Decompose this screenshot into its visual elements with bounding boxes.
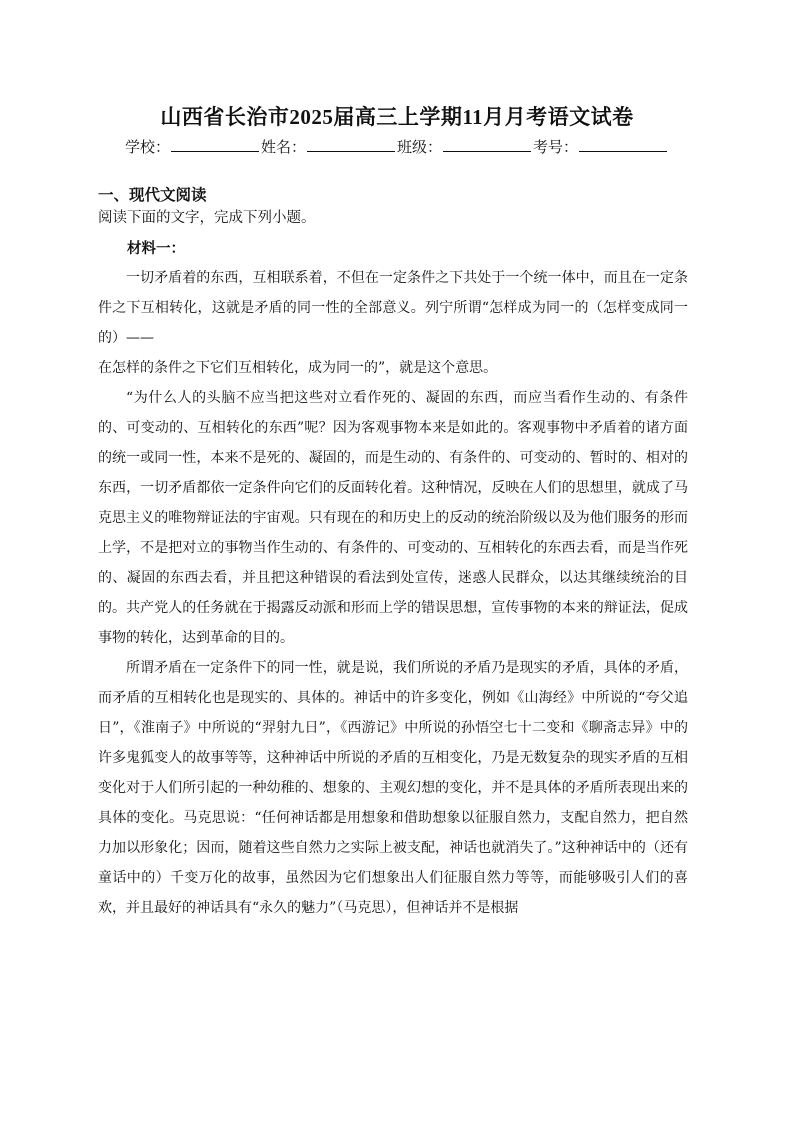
paragraph-1 <box>98 263 688 353</box>
exam-number-label: 考号： <box>533 139 579 156</box>
class-field <box>397 136 533 157</box>
school-blank[interactable] <box>171 137 259 152</box>
name-blank[interactable] <box>307 137 395 152</box>
school-label: 学校： <box>125 139 171 156</box>
material-label: 材料一： <box>127 241 185 257</box>
paragraph-3: 所谓矛盾在一定条件下的同一性，就是说，我们所说的矛盾乃是现实的矛盾，具体的矛盾，而矛盾的互相转化也是现实的、具体的。神话中的许多变化，例如《山海经》中所说的“夸父追日”，《淮南子》中所说的“羿射九日”，《西游记》中所说的孙悟空七十二变和《聊斋志异》中的许多鬼狐变人的故事等等，这种神话中所说的矛盾的互相变化，乃是无数复杂的现实矛盾的互相变化对于人们所引起的一种幼稚的、想象的、主观幻想的变化，并不是具体的矛盾所表现出来的具体的变化。马克思说：“任何神话都是用想象和借助想象以征服自然力，支配自然力，把自然力加以形象化；因而，随着这些自然力之实际上被支配，神话也就消失了。”这种神话中的（还有童话中的）千变万化的故事，虽然因为它们想象出人们征服自然力等等，而能够吸引人们的喜欢，并且最好的神话具有“永久的魅力”（马克思），但神话并不是根据 <box>98 660 688 916</box>
name-label: 姓名： <box>261 139 307 156</box>
class-blank[interactable] <box>443 137 531 152</box>
name-field <box>261 136 397 157</box>
reading-instruction: 阅读下面的文字，完成下列小题。 <box>98 210 316 226</box>
passage-body <box>98 263 688 923</box>
exam-title: 山西省长治市2025届高三上学期11月月考语文试卷 <box>160 105 634 129</box>
exam-number-field <box>533 136 669 157</box>
paragraph-1-part-2: 在怎样的条件之下它们互相转化，成为同一的”，就是这个意思。 <box>98 360 498 376</box>
paragraph-2: “为什么人的头脑不应当把这些对立看作死的、凝固的东西，而应当看作生动的、有条件的、可变动的、互相转化的东西”呢？因为客观事物本来是如此的。客观事物中矛盾着的诸方面的统一或同一性，本来不是死的、凝固的，而是生动的、有条件的、可变动的、暂时的、相对的东西，一切矛盾都依一定条件向它们的反面转化着。这种情况，反映在人们的思想里，就成了马克思主义的唯物辩证法的宇宙观。只有现在的和历史上的反动的统治阶级以及为他们服务的形而上学，不是把对立的事物当作生动的、有条件的、可变动的、互相转化的东西去看，而是当作死的、凝固的东西去看，并且把这种错误的看法到处宣传，迷惑人民群众，以达其继续统治的目的。共产党人的任务就在于揭露反动派和形而上学的错误思想，宣传事物的本来的辩证法，促成事物的转化，达到革命的目的。 <box>98 390 688 646</box>
student-info-row <box>125 136 685 157</box>
paragraph-1-continuation <box>98 353 688 383</box>
section-heading: 一、现代文阅读 <box>98 187 207 204</box>
paragraph-1-part-1: 一切矛盾着的东西，互相联系着，不但在一定条件之下共处于一个统一体中，而且在一定条件之下互相转化，这就是矛盾的同一性的全部意义。列宁所谓“怎样成为同一的（怎样变成同一的）—— <box>98 270 688 346</box>
exam-number-blank[interactable] <box>579 137 667 152</box>
class-label: 班级： <box>397 139 443 156</box>
school-field <box>125 136 261 157</box>
